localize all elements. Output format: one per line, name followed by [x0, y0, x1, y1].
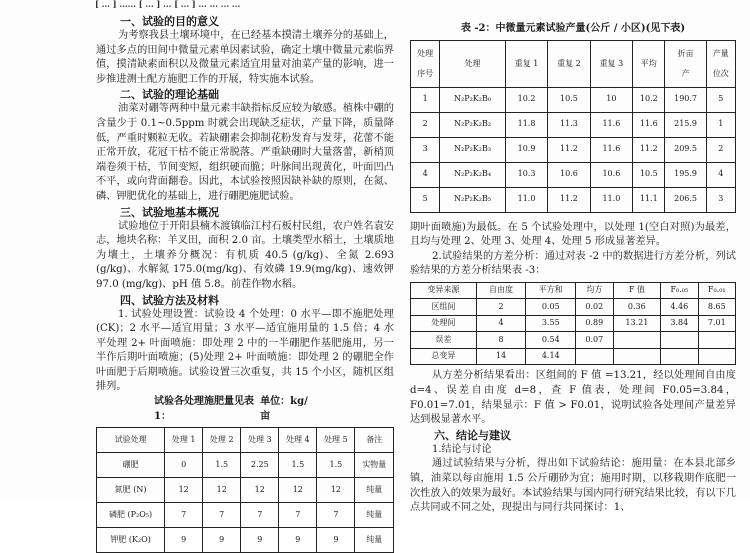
table-cell: 12 — [279, 478, 317, 503]
table-cell: 14 — [476, 348, 526, 365]
table-3-anova — [410, 282, 736, 366]
header-line-1: 重复 2 — [557, 58, 581, 68]
header-cell: 处理 1 — [165, 428, 203, 453]
table-2-caption: 表 -2：中微量元素试验产量(公斤 / 小区)(见下表) — [460, 23, 686, 34]
table-cell: 8.65 — [698, 299, 735, 316]
table-cell: 处理间 — [411, 315, 477, 332]
table-cell: N₂P₂K₂B₄ — [440, 162, 506, 187]
header-cell — [440, 40, 506, 87]
table-cell: 4 — [706, 162, 735, 187]
table-cell: 2 — [476, 299, 526, 316]
section-6-subtitle: 1.结论与讨论 — [432, 443, 492, 455]
section-1-body: 为考察我县土壤环境中，在已经基本摸清土壤养分的基础上，通过多点的田间中微量元素单因素试验，确定土壤中微量元素临界值，摸清缺素面积以及微量元素适宜用量对油菜产量的影响，进一步推进测土配方施肥工作的开展，特实施本试验。 — [96, 30, 394, 85]
table-cell: 10.6 — [548, 162, 590, 187]
table-cell: 1.5 — [203, 453, 241, 478]
table-cell: 10 — [590, 87, 632, 112]
header-cell: 处理 5 — [317, 428, 355, 453]
table-cell: 8 — [476, 332, 526, 349]
table-cell: 9 — [279, 528, 317, 553]
table-cell: 10.3 — [505, 162, 547, 187]
table-cell: 10.9 — [505, 137, 547, 162]
section-3-title: 三、试验地基本概况 — [120, 205, 219, 219]
table-cell: 7 — [165, 503, 203, 528]
table-cell: 磷肥 (P₂O₅) — [97, 503, 165, 528]
header-line-2: 产 — [681, 68, 690, 78]
table-cell: 190.7 — [665, 87, 706, 112]
table-cell: 10.6 — [590, 162, 632, 187]
table-cell: 0.36 — [613, 299, 661, 316]
header-cell: 处理 3 — [241, 428, 279, 453]
table-cell: N₂P₂K₂B₅ — [440, 187, 506, 212]
table-row — [411, 348, 736, 365]
header-line-1: 平均 — [640, 58, 657, 68]
table-row — [411, 332, 736, 349]
header-cell — [590, 40, 632, 87]
table-cell: 10.5 — [633, 162, 665, 187]
table-cell: 9 — [165, 528, 203, 553]
table-cell: 0 — [165, 453, 203, 478]
table-cell: 4.14 — [526, 348, 576, 365]
table-cell: 7.01 — [698, 315, 735, 332]
table-cell: 纯量 — [355, 503, 394, 528]
section-4-title: 四、试验方法及材料 — [120, 293, 219, 307]
table-cell: 7 — [317, 503, 355, 528]
table-cell: 3 — [411, 137, 440, 162]
table-cell: N₂P₂K₂B₀ — [440, 87, 506, 112]
table-row — [97, 503, 394, 528]
table-cell: 0.89 — [576, 315, 613, 332]
table-row — [411, 162, 736, 187]
table-cell: 7 — [241, 503, 279, 528]
paragraph-conclusion: 通过试验结果与分析，得出如下试验结论：施用量：在本县北部乡镇，油菜以每亩施用 1.5 公斤硼砂为宜；施用时期，以移栽期作底肥一次性放入的效果为最好。本试验结果与国内同行研究结果比较，有以下几点共同或不同之处，现提出与同行共同探讨：1、 — [410, 458, 736, 514]
header-line-1: 重复 1 — [514, 58, 539, 68]
table-row — [411, 315, 736, 332]
table-cell: 12 — [165, 478, 203, 503]
running-header: [ ... ] ...... [ ... ] ... [ ... ] ... ... ... ... — [95, 0, 241, 8]
table-cell: 11.2 — [548, 137, 590, 162]
table-cell: 硼肥 — [97, 453, 165, 478]
header-cell: 均方 — [576, 282, 613, 299]
table-cell: 10.5 — [548, 87, 590, 112]
table-cell: 5 — [411, 187, 440, 212]
table-cell: 11.1 — [633, 187, 665, 212]
table-cell: 1 — [411, 87, 440, 112]
section-3-body: 试验地位于开阳县楠木渡镇临江村石板村民组，农户姓名袁安志，地块名称：羊叉田，面积 2.0 亩。土壤类型水稻土，土壤质地为壤土，土壤养分概况：有机质 40.5 (g/kg)、全氮 2.693 (g/kg)、水解氮 175.0(mg/kg)、有效磷 19.9(mg/kg)、速效钾 97.0 (mg/kg)、pH 值 5.8。前茬作物水稻。 — [96, 220, 394, 290]
table-cell — [698, 332, 735, 349]
header-line-1: 产量 — [712, 48, 729, 58]
table-cell: 2 — [411, 112, 440, 137]
header-line-1: 处理 — [417, 48, 434, 58]
table-cell — [661, 348, 698, 365]
table-row — [411, 299, 736, 316]
table-cell: 0.07 — [576, 332, 613, 349]
header-cell — [633, 40, 665, 87]
table-cell: 5 — [706, 87, 735, 112]
table-cell: 0.02 — [576, 299, 613, 316]
table-row — [411, 187, 736, 212]
table-cell — [613, 348, 661, 365]
table-cell: 总变异 — [411, 348, 477, 365]
table-row — [411, 87, 736, 112]
table-cell: 9 — [317, 528, 355, 553]
table-cell: 0.05 — [526, 299, 576, 316]
table-2-yield — [410, 40, 736, 213]
table-cell: 误差 — [411, 332, 477, 349]
header-cell: F₀.₀₅ — [661, 282, 698, 299]
paragraph-anova-result: 从方差分析结果看出：区组间的 F 值 =13.21，经以处理间自由度 d=4、误差自由度 d=8，查 F 值表，处理间 F0.05=3.84，F0.01=7.01，结果显示：F 值 > F0.01，说明试验各处理间产量差异达到极显著水平。 — [410, 370, 736, 426]
header-cell: 处理 2 — [203, 428, 241, 453]
table-cell: 195.9 — [665, 162, 706, 187]
table-cell: 215.9 — [665, 112, 706, 137]
header-cell: 处理 4 — [279, 428, 317, 453]
table-cell: 13.21 — [613, 315, 661, 332]
table-cell: 11.8 — [505, 112, 547, 137]
table-cell: 1.5 — [317, 453, 355, 478]
table-cell: 7 — [203, 503, 241, 528]
table-cell: 4 — [411, 162, 440, 187]
table-1-caption: 试验各处理施肥量见表 1： — [154, 396, 254, 422]
table-cell: 实物量 — [355, 453, 394, 478]
table-header-row — [97, 428, 394, 453]
header-cell: F 值 — [613, 282, 661, 299]
table-header-row — [411, 40, 736, 87]
right-column — [410, 20, 736, 516]
table-cell: 12 — [203, 478, 241, 503]
section-2-body: 油菜对硼等两种中量元素丰缺指标反应较为敏感。植株中硼的含量少于 0.1~0.5ppm 时就会出现缺乏症状，产量下降，质量降低，严重时颗粒无收。若缺硼素会抑制花粉发育与发芽，花蕾不能正常开放，花冠干枯不能正常脱落。严重缺硼时大量落蕾，新梢顶端卷须干枯，节间变短，组织硬而脆；叶脉间出现黄化，叶面凹凸不平，或向背面翻卷。因此，本试验按照因缺补缺的原则，在氮、磷、钾肥优化的基础上，进行硼肥施肥试验。 — [96, 103, 394, 202]
table-cell: 纯量 — [355, 528, 394, 553]
left-column — [96, 14, 394, 553]
table-cell: 206.5 — [665, 187, 706, 212]
table-cell: 10.2 — [505, 87, 547, 112]
header-cell — [706, 40, 735, 87]
table-header-row — [411, 282, 736, 299]
table-cell: 3.84 — [661, 315, 698, 332]
section-1-title: 一、试验的目的意义 — [120, 15, 219, 28]
table-cell: 11.6 — [633, 112, 665, 137]
table-cell — [698, 348, 735, 365]
table-cell: 12 — [241, 478, 279, 503]
table-cell: 9 — [203, 528, 241, 553]
table-cell: 区组间 — [411, 299, 477, 316]
table-row — [97, 453, 394, 478]
table-cell: N₂P₂K₂B₃ — [440, 137, 506, 162]
table-row — [97, 528, 394, 553]
table-row — [97, 478, 394, 503]
table-cell: 4.46 — [661, 299, 698, 316]
table-cell: 11.0 — [505, 187, 547, 212]
table-row — [411, 112, 736, 137]
table-cell: 11.2 — [548, 187, 590, 212]
header-line-2: 位次 — [712, 68, 729, 78]
table-1-unit: 单位：kg/ 亩 — [260, 396, 308, 422]
table-cell — [576, 348, 613, 365]
header-line-1: 处理 — [464, 58, 481, 68]
table-cell: 纯量 — [355, 478, 394, 503]
section-4-body: 1. 试验处理设置：试验设 4 个处理：0 水平—即不施肥处理(CK)；2 水平—适宜用量；3 水平—适宜施用量的 1.5 倍；4 水平处理 2+ 叶面喷施：即处理 2 中的一半硼肥作基肥施用，另一半作后期叶面喷施；(5)处理 2+ 叶面喷施：即处理 2 的硼肥全作叶面肥于后期喷施。试验设置三次重复，共 15 个小区，随机区组排列。 — [96, 308, 394, 393]
header-cell — [505, 40, 547, 87]
table-cell: 2 — [706, 137, 735, 162]
section-6-title: 六、结论与建议 — [434, 428, 511, 442]
table-cell: 12 — [317, 478, 355, 503]
header-cell: 自由度 — [476, 282, 526, 299]
header-line-1: 折亩 — [677, 48, 694, 58]
table-cell: 0.54 — [526, 332, 576, 349]
paragraph-result-1: 期叶面喷施)为最低。在 5 个试验处理中，以处理 1(空白对照)为最差，且均与处理 2、处理 3、处理 4、处理 5 形成显著差异。 — [410, 221, 736, 248]
table-cell: 9 — [241, 528, 279, 553]
table-cell: 10.2 — [633, 87, 665, 112]
table-cell: 钾肥 (K₂O) — [97, 528, 165, 553]
table-1-caption-row — [96, 395, 394, 424]
header-line-2: 序号 — [417, 68, 434, 78]
table-cell: 2.25 — [241, 453, 279, 478]
header-cell: 变异来源 — [411, 282, 477, 299]
section-2-title: 二、试验的理论基础 — [120, 88, 219, 102]
header-cell: F₀.₀₁ — [698, 282, 735, 299]
header-cell — [411, 40, 440, 87]
table-cell: 3 — [706, 187, 735, 212]
header-cell: 备注 — [355, 428, 394, 453]
table-cell — [613, 332, 661, 349]
table-cell: 11.6 — [590, 137, 632, 162]
table-cell: 209.5 — [665, 137, 706, 162]
table-cell: 11.2 — [633, 137, 665, 162]
header-cell — [548, 40, 590, 87]
table-row — [411, 137, 736, 162]
table-cell: 7 — [279, 503, 317, 528]
table-cell: 4 — [476, 315, 526, 332]
table-1-fertilizer-rates — [96, 427, 394, 553]
table-cell: 11.6 — [590, 112, 632, 137]
table-cell: 1 — [706, 112, 735, 137]
header-cell: 平方和 — [526, 282, 576, 299]
table-cell: 11.3 — [548, 112, 590, 137]
header-line-1: 重复 3 — [599, 58, 624, 68]
paragraph-anova-intro: 2.试验结果的方差分析：通过对表 -2 中的数据进行方差分析，列试验结果的方差分析结果表 -3： — [410, 250, 736, 277]
table-cell: 11.0 — [590, 187, 632, 212]
table-cell — [661, 332, 698, 349]
header-cell — [665, 40, 706, 87]
header-cell: 试验处理 — [97, 428, 165, 453]
table-cell: 1.5 — [279, 453, 317, 478]
table-cell: 3.55 — [526, 315, 576, 332]
table-cell: N₂P₂K₂B₂ — [440, 112, 506, 137]
table-cell: 氮肥 (N) — [97, 478, 165, 503]
